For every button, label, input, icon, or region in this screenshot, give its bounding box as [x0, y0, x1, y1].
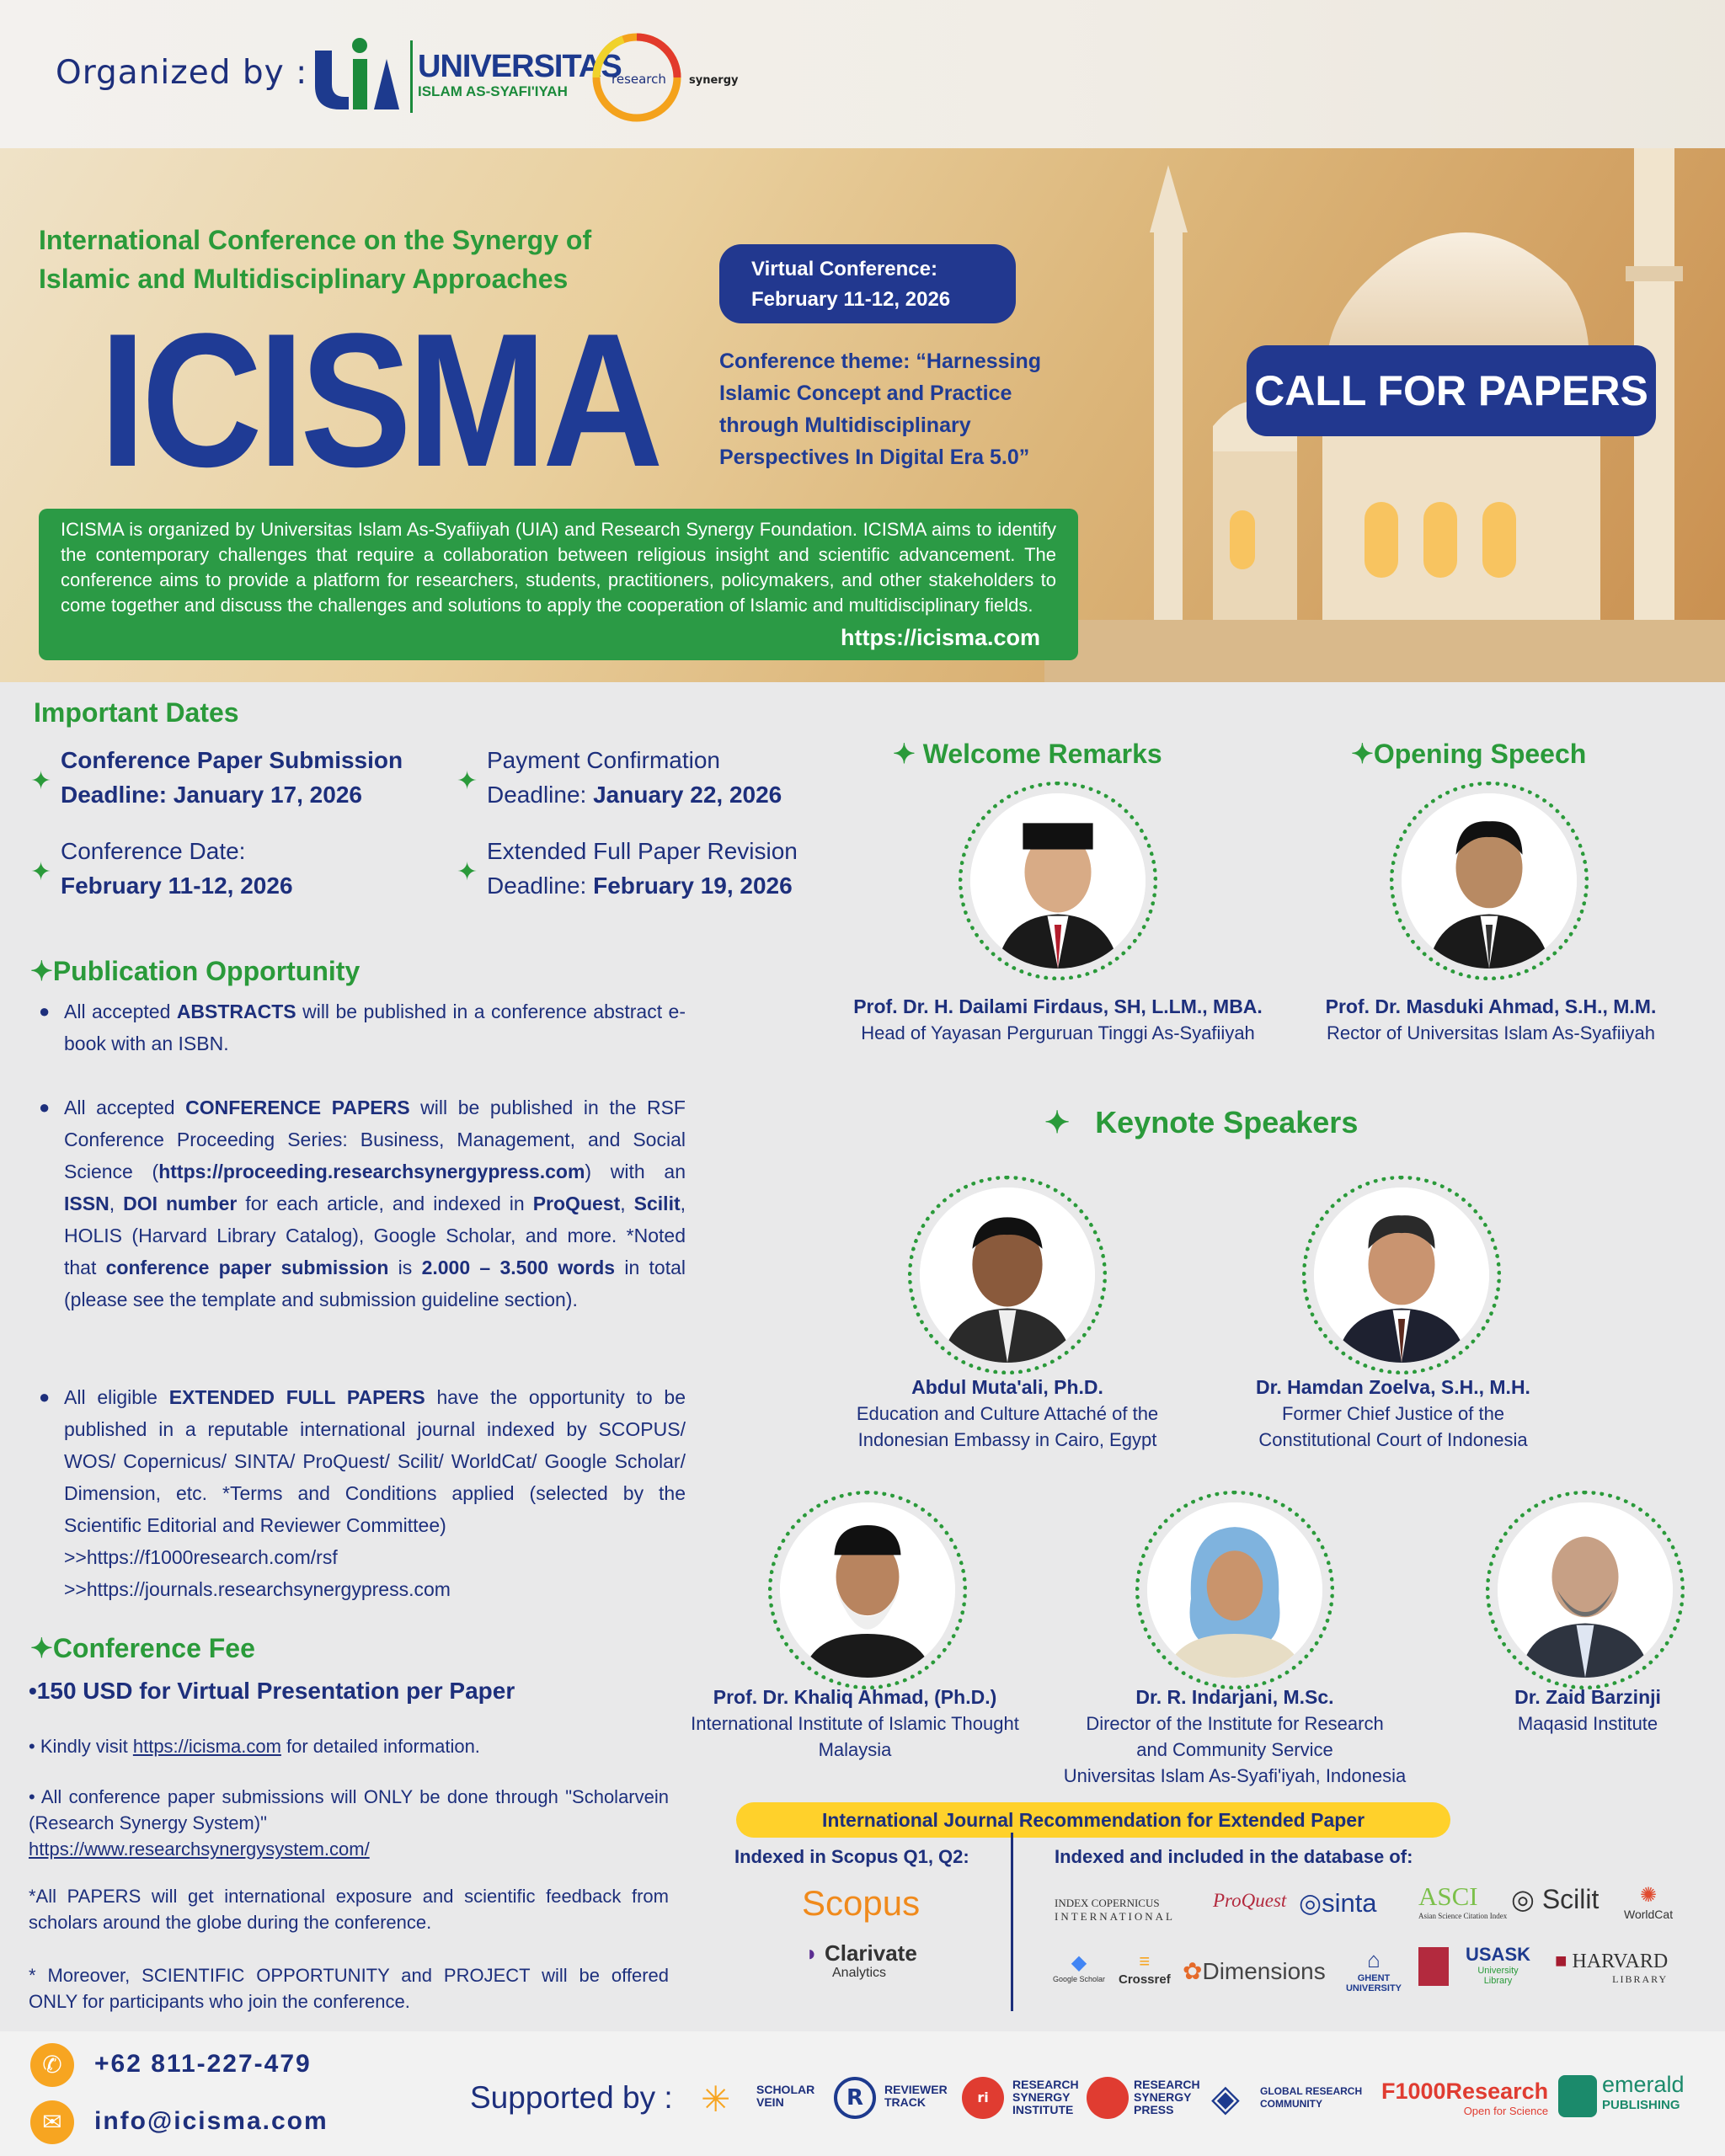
speaker-role: Head of Yayasan Perguruan Tinggi As-Syafiiyah — [861, 1022, 1255, 1043]
worldcat-logo: ✺ WorldCat — [1624, 1884, 1674, 1921]
rs-word-research: research — [611, 72, 666, 87]
speaker-k2-info — [1208, 1374, 1578, 1453]
speaker-photo-k1 — [908, 1176, 1107, 1374]
star-icon: ✦ — [457, 766, 478, 796]
star-icon: ✦ — [30, 857, 52, 887]
dimensions-icon: ✿ — [1183, 1958, 1203, 1984]
publication-heading-text: Publication Opportunity — [52, 956, 360, 986]
welcome-heading-text: Welcome Remarks — [922, 739, 1162, 769]
speaker-name: Prof. Dr. H. Dailami Firdaus, SH, L.LM., MBA. — [853, 995, 1263, 1017]
avatar — [1402, 793, 1577, 969]
organized-by-label: Organized by : — [56, 54, 308, 92]
clarivate-sub: Analytics — [832, 1966, 887, 1980]
opening-heading — [1351, 738, 1586, 770]
f1000-logo: F1000Research Open for Science — [1381, 2079, 1549, 2117]
uia-divider — [410, 40, 413, 113]
pub-conference-papers: ● All accepted CONFERENCE PAPERS will be published in the RSF Conference Proceeding Series: Business, Management, and Social Science (https://proceeding.researchsynergypress.com) with an ISSN, DOI number for each article, and indexed in ProQuest, Scilit, HOLIS (Harvard Library Catalog), Google Scholar, and more. *Noted that conference paper submission is 2.000 – 3.500 words in total (please see the template and submission guideline section). — [64, 1091, 686, 1315]
date-label: Extended Full Paper Revision — [487, 838, 798, 864]
fee-exposure-note: *All PAPERS will get international exposure and scientific feedback from scholars around the globe during the conference. — [29, 1886, 669, 1933]
rsp-icon — [1087, 2077, 1129, 2119]
fee-submission-text: • All conference paper submissions will ONLY be done through "Scholarvein (Research Synergy System)" — [29, 1786, 669, 1833]
rsp-logo: RESEARCH SYNERGY PRESS — [1134, 2078, 1200, 2116]
usask-logo: USASK University Library — [1466, 1944, 1531, 1986]
fee-opportunity-note: * Moreover, SCIENTIFIC OPPORTUNITY and PROJECT will be offered ONLY for participants who join the conference. — [29, 1965, 669, 2012]
grc-logo: GLOBAL RESEARCH COMMUNITY — [1260, 2085, 1363, 2110]
phone-icon: ✆ — [30, 2043, 74, 2087]
star-icon: ✦ — [893, 739, 916, 769]
clarivate-icon: ◗ — [805, 1940, 819, 1966]
fee-visit: • Kindly visit https://icisma.com for detailed information. — [29, 1736, 480, 1757]
speaker-name: Abdul Muta'ali, Ph.D. — [911, 1376, 1103, 1398]
uia-line2: ISLAM AS-SYAFI'IYAH — [418, 83, 568, 99]
proquest-logo: ProQuest — [1213, 1890, 1287, 1911]
icisma-link[interactable]: https://icisma.com — [132, 1736, 281, 1757]
date-label: Payment Confirmation — [487, 747, 721, 773]
speaker-k1-info — [814, 1374, 1201, 1453]
scilit-logo: ◎ Scilit — [1511, 1884, 1599, 1914]
conference-theme: Conference theme: “Harnessing Islamic Concept and Practice through Multidisciplinary Perspectives In Digital Era 5.0” — [719, 350, 1042, 469]
fee-heading-text: Conference Fee — [52, 1633, 255, 1663]
website-link[interactable]: https://icisma.com — [841, 625, 1041, 650]
speaker-photo-welcome — [959, 782, 1157, 980]
speaker-name: Dr. Zaid Barzinji — [1514, 1686, 1661, 1708]
speaker-name: Dr. R. Indarjani, M.Sc. — [1135, 1686, 1334, 1708]
intro-description: ICISMA is organized by Universitas Islam As-Syafiiyah (UIA) and Research Synergy Foundation. ICISMA aims to identify the contemporary challenges that require a collaboration between religious insight and scientific advancement. The conference aims to provide a platform for researchers, students, practitioners, policymakers, and other stakeholders to come together and discuss the challenges and solutions to apply the cooperation of Islamic and multidisciplinary fields. — [39, 509, 1078, 660]
publication-heading — [30, 955, 360, 987]
date-extended-revision — [487, 834, 798, 903]
journal-divider — [1011, 1833, 1013, 2011]
speaker-photo-k2 — [1302, 1176, 1501, 1374]
speaker-role: Constitutional Court of Indonesia — [1258, 1429, 1528, 1450]
google-scholar-icon: ◆ — [1071, 1951, 1087, 1974]
grc-icon: ◈ — [1211, 2077, 1240, 2120]
date-value: January 22, 2026 — [593, 782, 782, 808]
reviewer-track-logo: REVIEWER TRACK — [884, 2083, 948, 2109]
speaker-opening-info — [1289, 994, 1693, 1046]
pub-extended-papers: ● All eligible EXTENDED FULL PAPERS have the opportunity to be published in a reputable international journal indexed by SCOPUS/ WOS/ Copernicus/ SINTA/ ProQuest/ Scilit/ WorldCat/ Google Scholar/ Dimension, etc. *Terms and Conditions applied (selected by the Scientific Editorial and Reviewer Committee) >>https://f1000research.com/rsf >>https://journals.researchsynergypress.com — [64, 1381, 686, 1605]
speaker-photo-opening — [1390, 782, 1589, 980]
call-for-papers-badge: CALL FOR PAPERS — [1247, 345, 1656, 436]
sinta-logo: ◎sinta — [1299, 1888, 1377, 1918]
uni-shield-icon — [1418, 1947, 1449, 1986]
speaker-name: Prof. Dr. Masduki Ahmad, S.H., M.M. — [1325, 995, 1657, 1017]
opening-heading-text: Opening Speech — [1373, 739, 1587, 769]
emerald-logo: emerald PUBLISHING — [1602, 2072, 1685, 2112]
harvard-icon: ■ — [1555, 1951, 1567, 1972]
speaker-photo-k3 — [768, 1491, 967, 1689]
scholarvein-logo: SCHOLAR VEIN — [756, 2083, 815, 2109]
welcome-heading — [893, 738, 1162, 770]
rs-word-synergy: synergy — [689, 74, 739, 87]
conference-title: ICISMA — [99, 293, 660, 506]
bullet-icon: ● — [39, 1386, 51, 1407]
date-value: February 19, 2026 — [593, 873, 793, 899]
star-icon: ✦ — [30, 956, 53, 986]
speaker-k3-info — [657, 1684, 1053, 1763]
date-paper-submission — [61, 743, 403, 812]
fee-submission-note — [29, 1784, 669, 1862]
conference-subtitle: International Conference on the Synergy of Islamic and Multidisciplinary Approaches — [39, 225, 592, 294]
fee-price: •150 USD for Virtual Presentation per Paper — [29, 1678, 515, 1704]
crossref-logo: ≡ Crossref — [1119, 1951, 1171, 1987]
speaker-welcome-info — [830, 994, 1285, 1046]
emerald-icon — [1558, 2075, 1597, 2117]
sinta-icon: ◎ — [1299, 1888, 1322, 1918]
date-value: Deadline: January 17, 2026 — [61, 782, 362, 808]
rsi-logo: RESEARCH SYNERGY INSTITUTE — [1012, 2078, 1079, 2116]
date-conference — [61, 834, 293, 903]
date-label: Conference Paper Submission — [61, 747, 403, 773]
speaker-role: Indonesian Embassy in Cairo, Egypt — [857, 1429, 1157, 1450]
scopus-index-label: Indexed in Scopus Q1, Q2: — [734, 1846, 969, 1867]
scholarvein-icon: ✳ — [701, 2079, 731, 2120]
virtual-conference-badge — [719, 244, 1016, 323]
star-icon: ✦ — [457, 857, 478, 887]
important-dates-heading: Important Dates — [34, 697, 239, 728]
speaker-photo-k4 — [1135, 1491, 1334, 1689]
email-icon: ✉ — [30, 2100, 74, 2144]
speaker-role: Education and Culture Attaché of the — [856, 1403, 1159, 1424]
avatar — [780, 1502, 955, 1678]
asci-logo: ASCI Asian Science Citation Index — [1418, 1881, 1508, 1920]
worldcat-icon: ✺ — [1639, 1884, 1658, 1907]
journals-link[interactable]: >>https://journals.researchsynergypress.com — [64, 1578, 451, 1600]
supported-by-label: Supported by : — [470, 2080, 673, 2115]
journal-recommendation-bar: International Journal Recommendation for Extended Paper — [736, 1802, 1450, 1838]
keynote-heading-text: Keynote Speakers — [1095, 1105, 1359, 1139]
star-icon: ✦ — [30, 766, 52, 796]
date-payment-confirmation — [487, 743, 782, 812]
google-scholar-logo: ◆ Google Scholar — [1049, 1951, 1108, 1983]
speaker-name: Dr. Hamdan Zoelva, S.H., M.H. — [1256, 1376, 1530, 1398]
fee-heading — [30, 1632, 255, 1664]
speaker-k4-info — [1041, 1684, 1429, 1789]
scilit-icon: ◎ — [1511, 1884, 1535, 1914]
star-icon: ✦ — [1044, 1105, 1071, 1139]
bullet-icon: ● — [39, 1097, 51, 1118]
avatar — [920, 1187, 1095, 1363]
ghent-logo: ⌂ GHENT UNIVERSITY — [1345, 1947, 1402, 1993]
speaker-role: and Community Service — [1136, 1739, 1333, 1760]
researchsynergysystem-link[interactable]: https://www.researchsynergysystem.com/ — [29, 1838, 370, 1860]
speaker-role: Former Chief Justice of the — [1281, 1403, 1505, 1424]
phone-number[interactable]: +62 811-227-479 — [94, 2050, 312, 2078]
uia-logo-icon — [307, 34, 408, 118]
date-label: Conference Date: — [61, 838, 246, 864]
rsi-icon: ri — [962, 2077, 1004, 2119]
index-copernicus-logo: INDEX COPERNICUS INTERNATIONAL — [1055, 1897, 1175, 1923]
uia-line1: UNIVERSITAS — [418, 49, 622, 84]
harvard-logo: ■ HARVARD LIBRARY — [1555, 1951, 1669, 1985]
ghent-icon: ⌂ — [1367, 1947, 1381, 1972]
database-index-label: Indexed and included in the database of: — [1055, 1846, 1413, 1867]
date-value: February 11-12, 2026 — [61, 873, 293, 899]
virtual-label: Virtual Conference: — [751, 258, 937, 280]
speaker-role: Maqasid Institute — [1517, 1713, 1658, 1734]
avatar — [1147, 1502, 1322, 1678]
bullet-icon: ● — [39, 1001, 51, 1022]
speaker-k5-info — [1466, 1684, 1710, 1737]
pub-abstracts: ● All accepted ABSTRACTS will be published in a conference abstract e-book with an ISBN. — [64, 995, 686, 1059]
crossref-icon: ≡ — [1139, 1951, 1151, 1972]
star-icon: ✦ — [1351, 739, 1374, 769]
speaker-role: International Institute of Islamic Thought — [691, 1713, 1019, 1734]
avatar — [970, 793, 1146, 969]
avatar — [1498, 1502, 1673, 1678]
email-address[interactable]: info@icisma.com — [94, 2107, 328, 2135]
f1000-link[interactable]: >>https://f1000research.com/rsf — [64, 1546, 338, 1568]
star-icon: ✦ — [30, 1633, 53, 1663]
reviewer-track-icon: R — [834, 2077, 876, 2119]
speaker-role: Malaysia — [818, 1739, 892, 1760]
virtual-date: February 11-12, 2026 — [751, 288, 951, 311]
clarivate-logo: ◗ Clarivate — [805, 1940, 917, 1966]
speaker-role: Universitas Islam As-Syafi'iyah, Indonesia — [1063, 1765, 1407, 1786]
dimensions-logo: ✿Dimensions — [1183, 1958, 1326, 1984]
speaker-role: Director of the Institute for Research — [1086, 1713, 1384, 1734]
keynote-heading — [1044, 1105, 1358, 1140]
avatar — [1314, 1187, 1489, 1363]
date-prefix: Deadline: — [487, 782, 594, 808]
speaker-name: Prof. Dr. Khaliq Ahmad, (Ph.D.) — [713, 1686, 997, 1708]
speaker-role: Rector of Universitas Islam As-Syafiiyah — [1326, 1022, 1656, 1043]
speaker-photo-k5 — [1486, 1491, 1685, 1689]
date-prefix: Deadline: — [487, 873, 594, 899]
scopus-logo: Scopus — [802, 1883, 921, 1923]
